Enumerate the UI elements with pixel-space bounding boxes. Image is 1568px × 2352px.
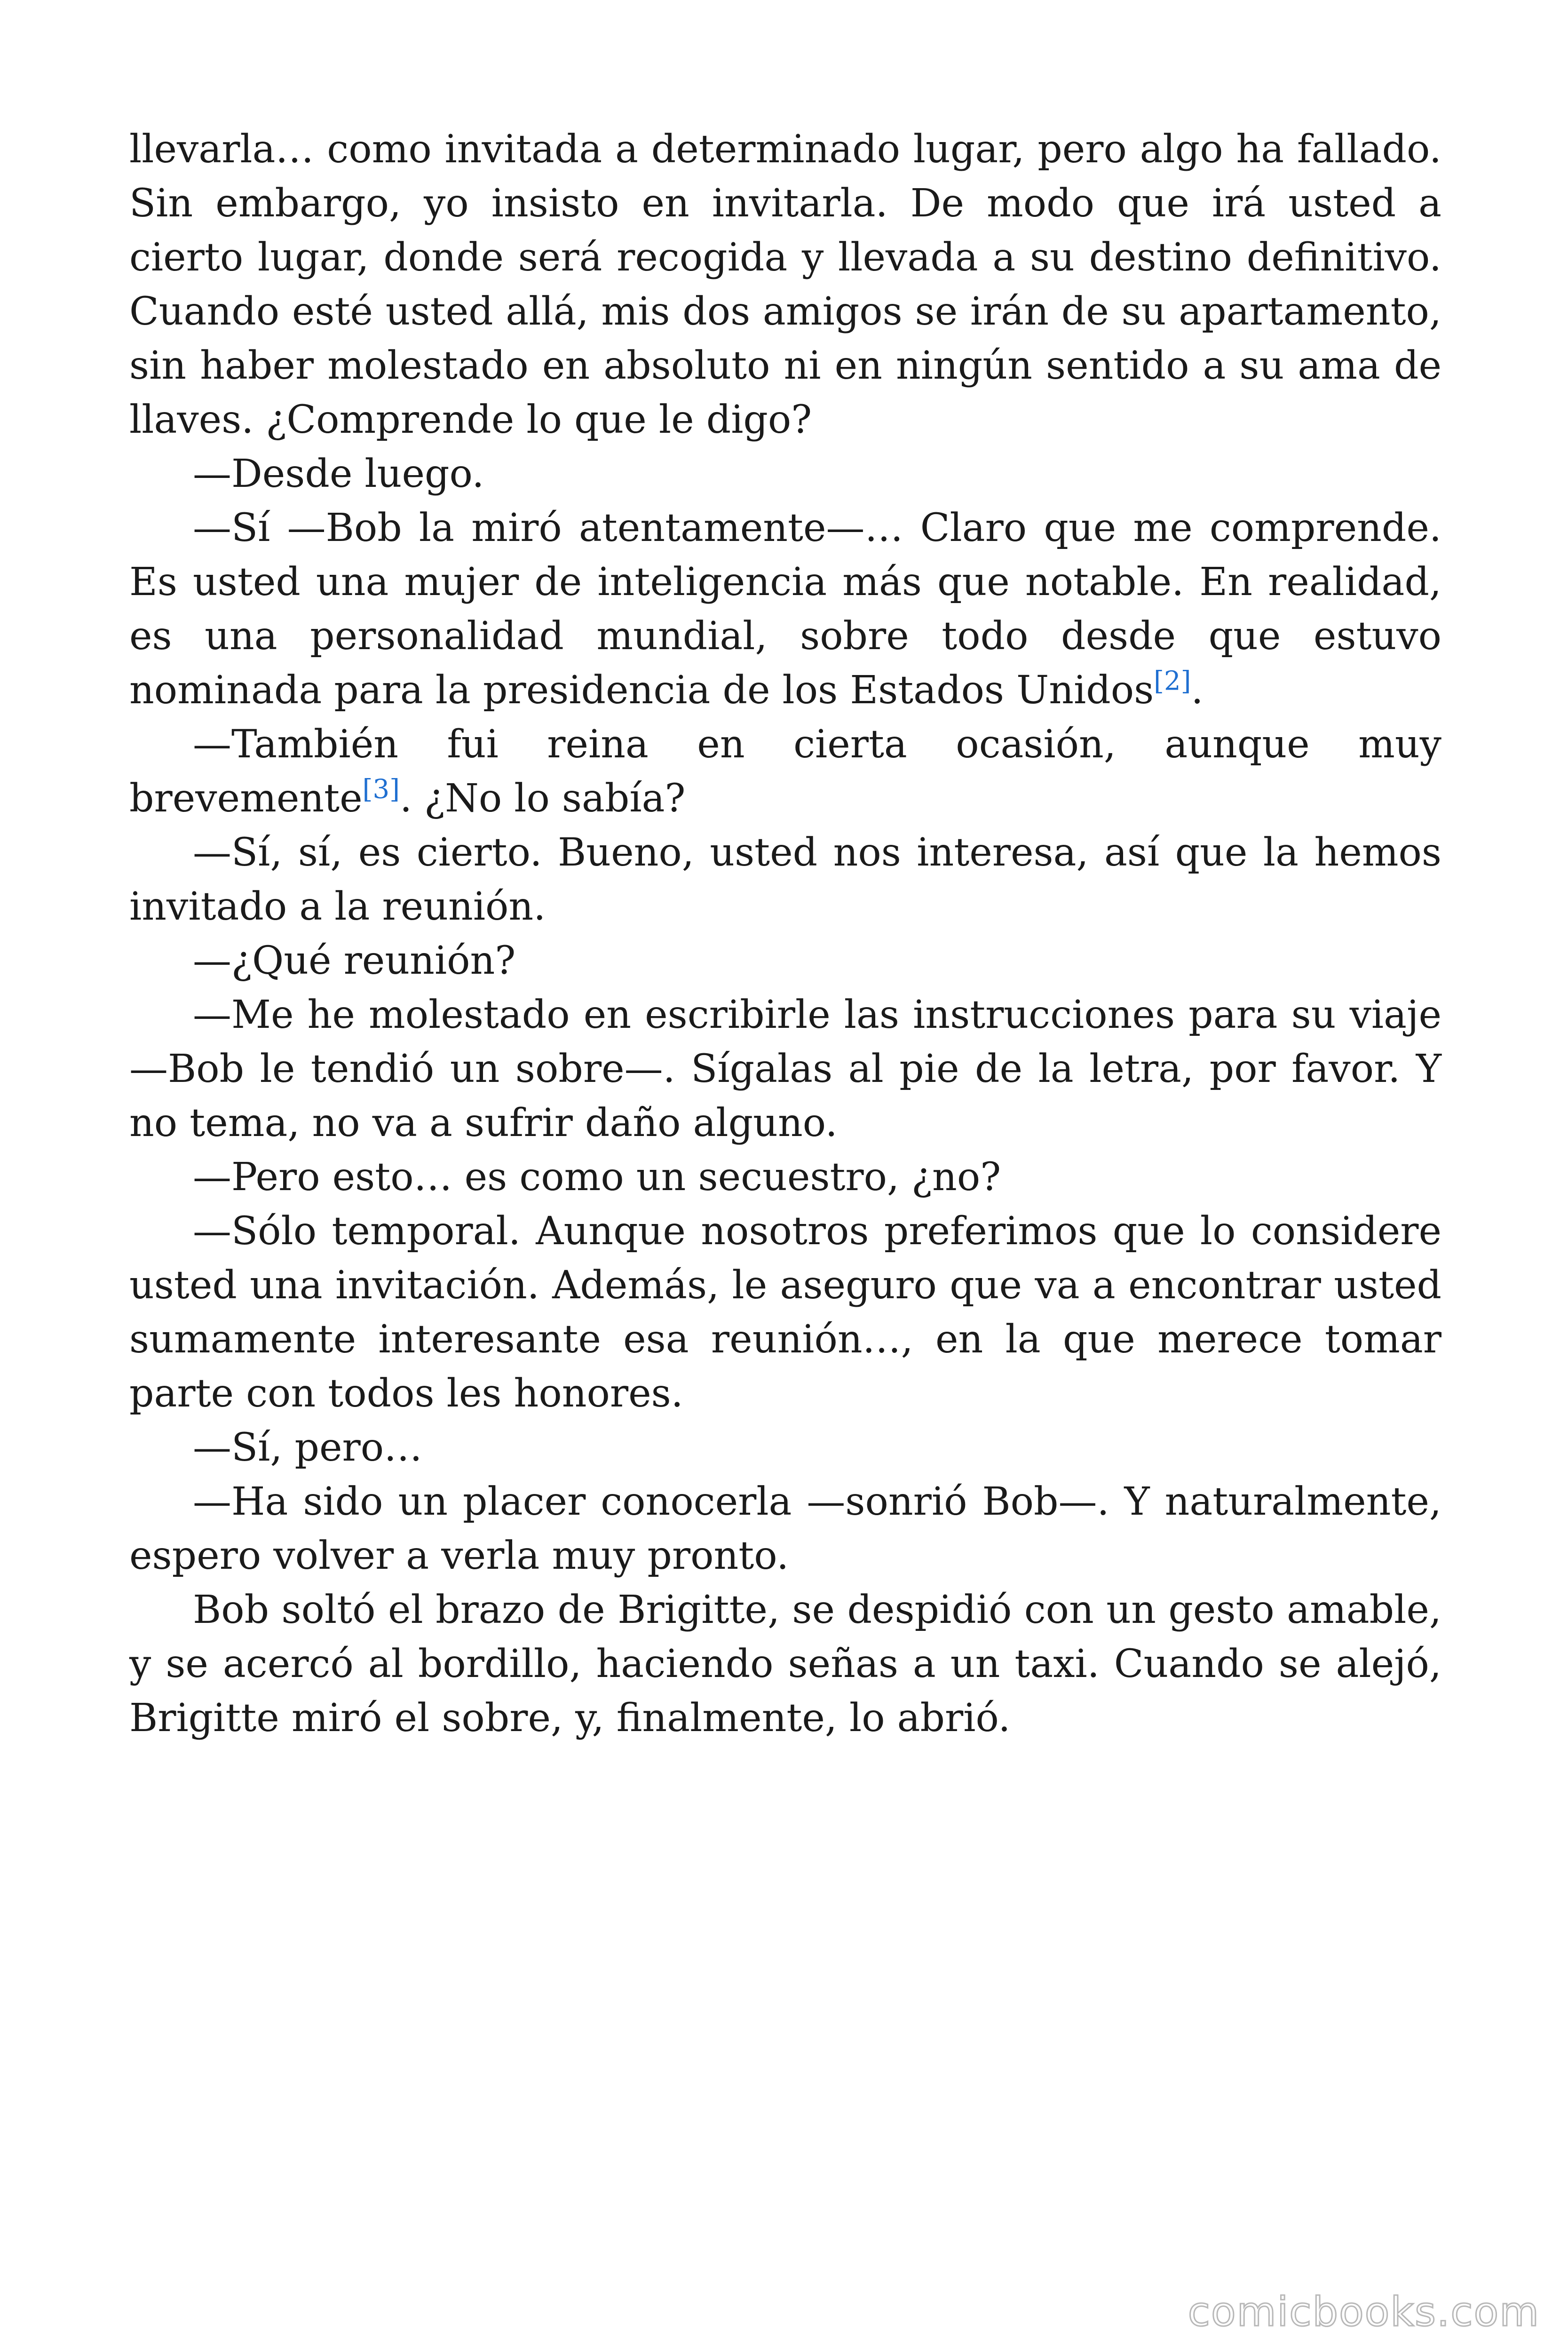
paragraph-12: [129, 1583, 1441, 1745]
paragraph-text: —Sí, pero…: [193, 1425, 423, 1470]
paragraph-text: —Sí, sí, es cierto. Bueno, usted nos interesa, así que la hemos invitado a la reunión.: [129, 830, 1441, 929]
paragraph-text: —También fui reina en cierta ocasión, aunque muy brevemente: [129, 722, 1441, 821]
paragraph-text: —Desde luego.: [193, 452, 484, 496]
paragraph-1: [129, 122, 1441, 447]
paragraph-text: llevarla… como invitada a determinado lugar, pero algo ha fallado. Sin embargo, yo insisto en invitarla. De modo que irá usted a cierto lugar, donde será recogida y llevada a su destino definitivo. Cuando esté usted allá, mis dos amigos se irán de su apartamento, sin haber molestado en absoluto ni en ningún sentido a su ama de llaves. ¿Comprende lo que le digo?: [129, 127, 1441, 442]
paragraph-10: [129, 1421, 1441, 1475]
paragraph-5: [129, 826, 1441, 934]
paragraph-11: [129, 1475, 1441, 1583]
footnote-link-2[interactable]: [2]: [1154, 666, 1191, 697]
paragraph-text: —Ha sido un placer conocerla —sonrió Bob—. Y naturalmente, espero volver a verla muy pronto.: [129, 1479, 1441, 1578]
paragraph-text-after: .: [1191, 668, 1204, 713]
paragraph-3: [129, 501, 1441, 717]
paragraph-4: [129, 717, 1441, 826]
paragraph-text-after: . ¿No lo sabía?: [399, 776, 686, 821]
paragraph-text: —¿Qué reunión?: [193, 938, 516, 983]
paragraph-text: —Me he molestado en escribirle las instrucciones para su viaje —Bob le tendió un sobre—. Sígalas al pie de la letra, por favor. Y no tema, no va a sufrir daño alguno.: [129, 993, 1441, 1145]
paragraph-8: [129, 1150, 1441, 1204]
paragraph-text: Bob soltó el brazo de Brigitte, se despidió con un gesto amable, y se acercó al bordillo, haciendo señas a un taxi. Cuando se alejó, Brigitte miró el sobre, y, finalmente, lo abrió.: [129, 1588, 1441, 1740]
paragraph-9: [129, 1204, 1441, 1421]
paragraph-7: [129, 988, 1441, 1150]
paragraph-text: —Sólo temporal. Aunque nosotros preferimos que lo considere usted una invitación. Además, le aseguro que va a encontrar usted sumamente interesante esa reunión…, en la que merece tomar parte con todos les honores.: [129, 1209, 1441, 1416]
page-body: [129, 122, 1441, 1745]
footnote-link-3[interactable]: [3]: [362, 774, 400, 805]
paragraph-2: [129, 447, 1441, 501]
paragraph-text: —Sí —Bob la miró atentamente—… Claro que me comprende. Es usted una mujer de inteligencia más que notable. En realidad, es una personalidad mundial, sobre todo desde que estuvo nominada para la presidencia de los Estados Unidos: [129, 506, 1441, 713]
paragraph-text: —Pero esto… es como un secuestro, ¿no?: [193, 1155, 1001, 1200]
watermark: comicbooks.com: [1188, 2288, 1540, 2336]
paragraph-6: [129, 934, 1441, 988]
